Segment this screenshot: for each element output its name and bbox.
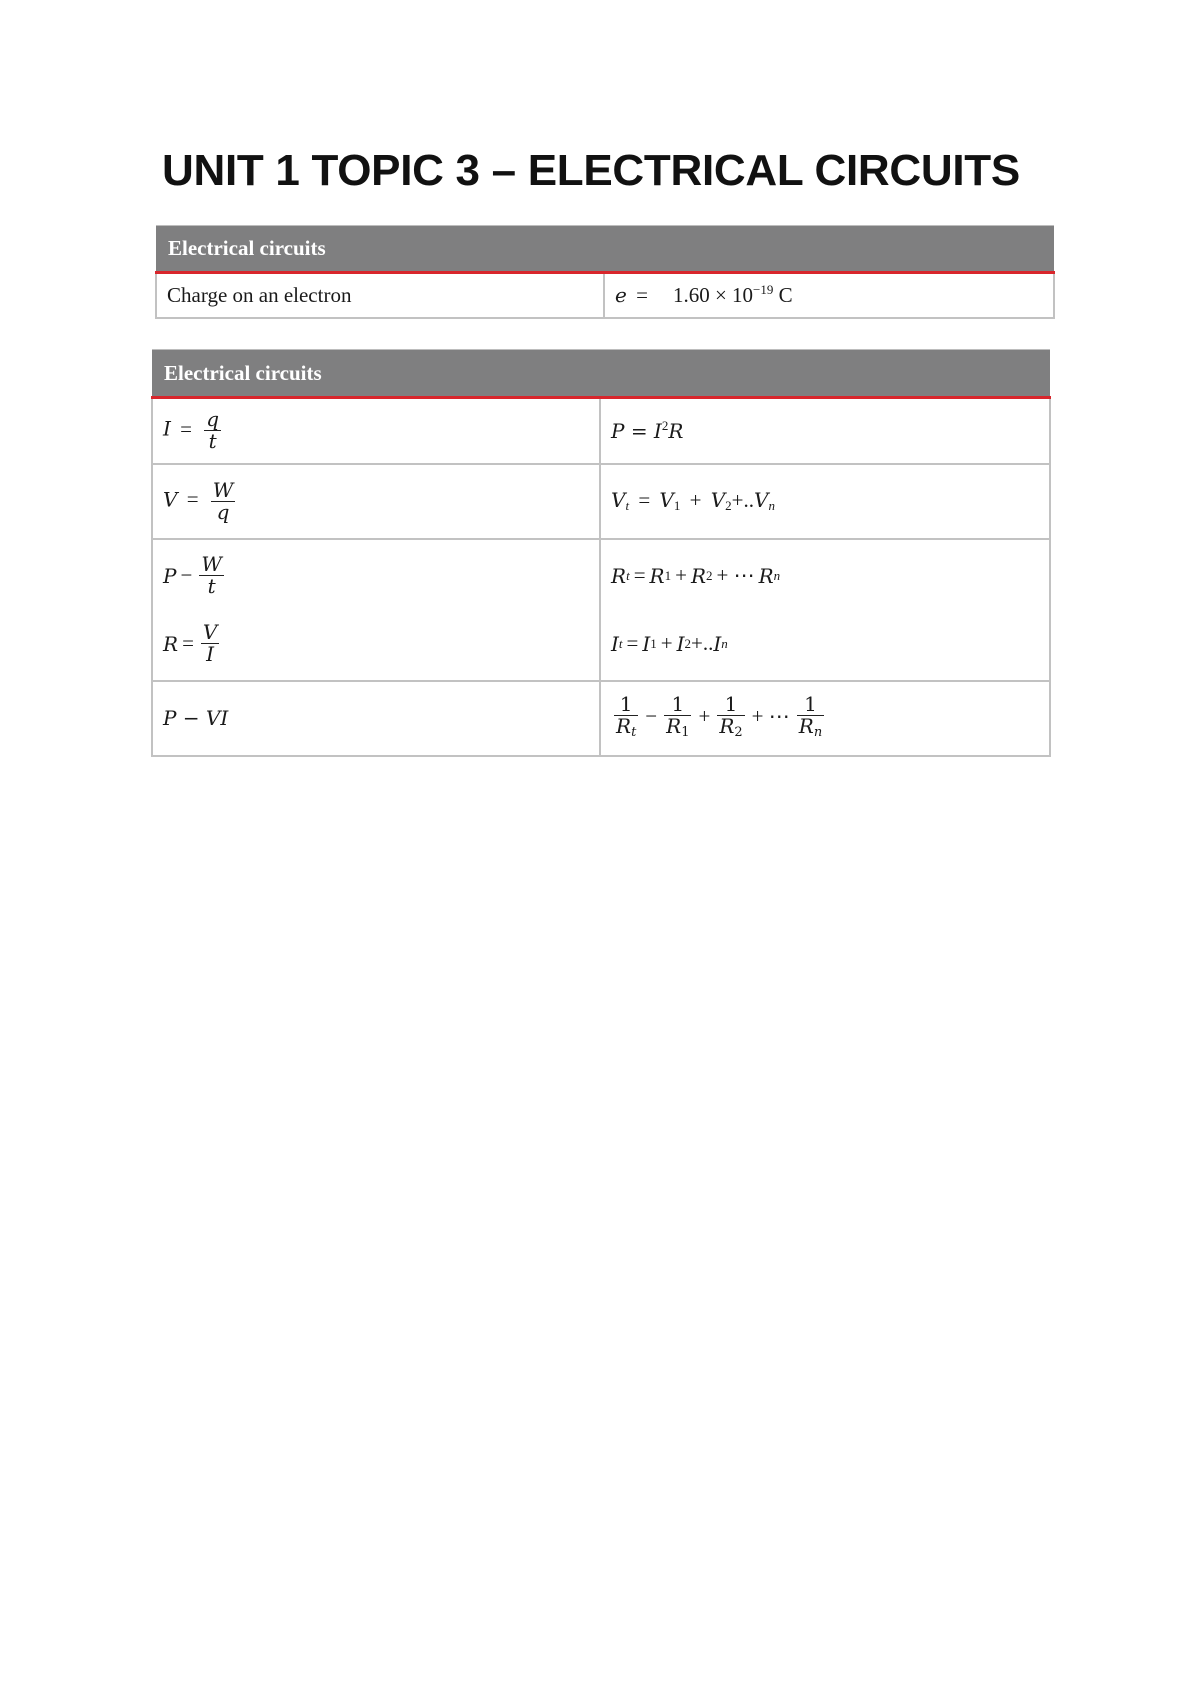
eq-power-i2r-tail: R (668, 418, 684, 443)
eq-sv-t3: V (754, 488, 769, 512)
table-row (152, 681, 1050, 756)
eq-pr-d3-sub: n (813, 724, 823, 740)
eq-r-lhs: R (163, 631, 179, 656)
constant-value: 1.60 × 10 (672, 283, 754, 308)
eq-pr-num2: 1 (717, 694, 744, 716)
eq-pc-t3-sub: n (721, 635, 728, 651)
constant-equals: = (636, 283, 648, 308)
eq-parallel-resistance (600, 681, 1050, 756)
eq-sr-t3: R (758, 563, 774, 588)
eq-sv-t2-sub: 2 (725, 498, 732, 513)
eq-pr-num0: 1 (614, 694, 638, 716)
eq-sr-plus2: + ⋯ (716, 563, 755, 587)
eq-r-fraction (201, 622, 219, 665)
eq-parallel-current (611, 613, 1039, 675)
eq-sr-t1-sub: 1 (664, 567, 672, 583)
eq-voltage-den: q (216, 499, 230, 524)
eq-voltage-fraction (211, 477, 236, 524)
eq-sr-lhs-sub: t (626, 567, 630, 583)
eq-power-work (163, 545, 589, 607)
constant-value-cell (604, 273, 1054, 318)
eq-pr-d1-sub: 1 (681, 724, 690, 740)
constant-unit: C (778, 283, 793, 308)
eq-resistance (163, 613, 589, 675)
eq-sr-lhs: R (611, 563, 627, 588)
eq-sv-lhs: V (611, 488, 626, 512)
eq-current-op: = (180, 416, 192, 441)
eq-pc-lhs: I (611, 631, 619, 656)
eq-pw-lhs: P (163, 563, 177, 588)
eq-sr-plus1: + (675, 563, 687, 587)
eq-pr-d0-sub: t (631, 724, 637, 740)
eq-pc-t3: I (713, 631, 722, 656)
eq-pw-op: − (180, 563, 193, 587)
eq-pr-frac1 (664, 691, 691, 743)
eq-stack-left (152, 539, 600, 681)
equations-table-header: Electrical circuits (152, 350, 1050, 398)
eq-pr-op: − (645, 703, 658, 728)
eq-current-lhs: I (163, 416, 171, 441)
eq-sv-plus1: + (689, 488, 702, 512)
eq-power-i2r-sup: 2 (661, 417, 669, 433)
eq-pr-frac3 (797, 691, 824, 743)
eq-stack-right (600, 539, 1050, 681)
eq-pc-t2-sub: 2 (684, 635, 692, 651)
eq-sv-t1: V (659, 488, 674, 512)
eq-pw-num: W (201, 552, 222, 576)
eq-power-i2r-text: P = I (611, 418, 662, 443)
eq-current-fraction (204, 409, 221, 452)
eq-pc-plus2: +.. (691, 631, 714, 655)
eq-sv-t3-sub: n (768, 498, 775, 513)
eq-pr-plus1: + (698, 703, 711, 728)
table-row (152, 539, 1050, 681)
table-row (152, 398, 1050, 464)
eq-r-den: I (206, 642, 215, 666)
eq-sr-op: = (633, 563, 646, 587)
eq-sv-t2: V (710, 488, 726, 512)
eq-pc-plus1: + (660, 631, 673, 655)
table-row (152, 464, 1050, 539)
eq-series-resistance (611, 545, 1039, 607)
eq-pr-d0: R (616, 713, 632, 738)
eq-current-den: t (208, 429, 217, 454)
eq-sr-t2: R (690, 563, 706, 588)
eq-pr-d2: R (719, 713, 735, 738)
constant-exponent: −19 (753, 282, 774, 298)
eq-series-voltage (600, 464, 1050, 539)
eq-r-num: V (202, 620, 218, 644)
eq-pr-frac2 (717, 691, 744, 743)
eq-r-op: = (182, 631, 194, 655)
eq-voltage-lhs: V (163, 486, 178, 511)
eq-voltage (152, 464, 600, 539)
eq-pc-t2: I (676, 631, 685, 656)
eq-pr-num1: 1 (664, 694, 691, 716)
constant-label: Charge on an electron (156, 273, 604, 318)
eq-sv-t1-sub: 1 (673, 498, 681, 513)
eq-current (152, 398, 600, 464)
eq-pr-plus2: + ⋯ (751, 703, 790, 728)
eq-current-num: q (206, 407, 220, 432)
eq-power-i2r (600, 398, 1050, 464)
eq-pr-d3: R (798, 713, 814, 738)
eq-pr-frac0 (614, 691, 638, 743)
eq-pc-op: = (626, 631, 639, 655)
eq-pr-num3: 1 (797, 694, 824, 716)
eq-pc-t1: I (642, 631, 651, 656)
eq-sv-op: = (638, 488, 651, 512)
eq-pr-d1: R (666, 713, 682, 738)
constants-table-header-row (156, 226, 1054, 273)
eq-sv-plus2: +.. (731, 488, 755, 512)
eq-voltage-op: = (186, 486, 199, 511)
table-row (156, 273, 1054, 318)
eq-sr-t3-sub: n (773, 567, 781, 583)
page-title: UNIT 1 TOPIC 3 – ELECTRICAL CIRCUITS (162, 146, 1020, 195)
equations-table (151, 349, 1051, 757)
constants-table (155, 225, 1055, 319)
constant-symbol: e (615, 283, 627, 308)
eq-sr-t1: R (649, 563, 665, 588)
eq-voltage-num: W (212, 477, 234, 502)
constants-table-header: Electrical circuits (156, 226, 1054, 273)
eq-pr-d2-sub: 2 (734, 724, 743, 740)
eq-sv-lhs-sub: t (625, 498, 630, 513)
eq-pw-fraction (199, 554, 224, 597)
eq-sr-t2-sub: 2 (706, 567, 713, 583)
eq-power-vi-text: P − VI (163, 705, 229, 730)
eq-power-vi (152, 681, 600, 756)
eq-pc-lhs-sub: t (618, 635, 623, 651)
equations-table-header-row (152, 350, 1050, 398)
eq-pc-t1-sub: 1 (650, 635, 657, 651)
eq-pw-den: t (207, 574, 216, 598)
